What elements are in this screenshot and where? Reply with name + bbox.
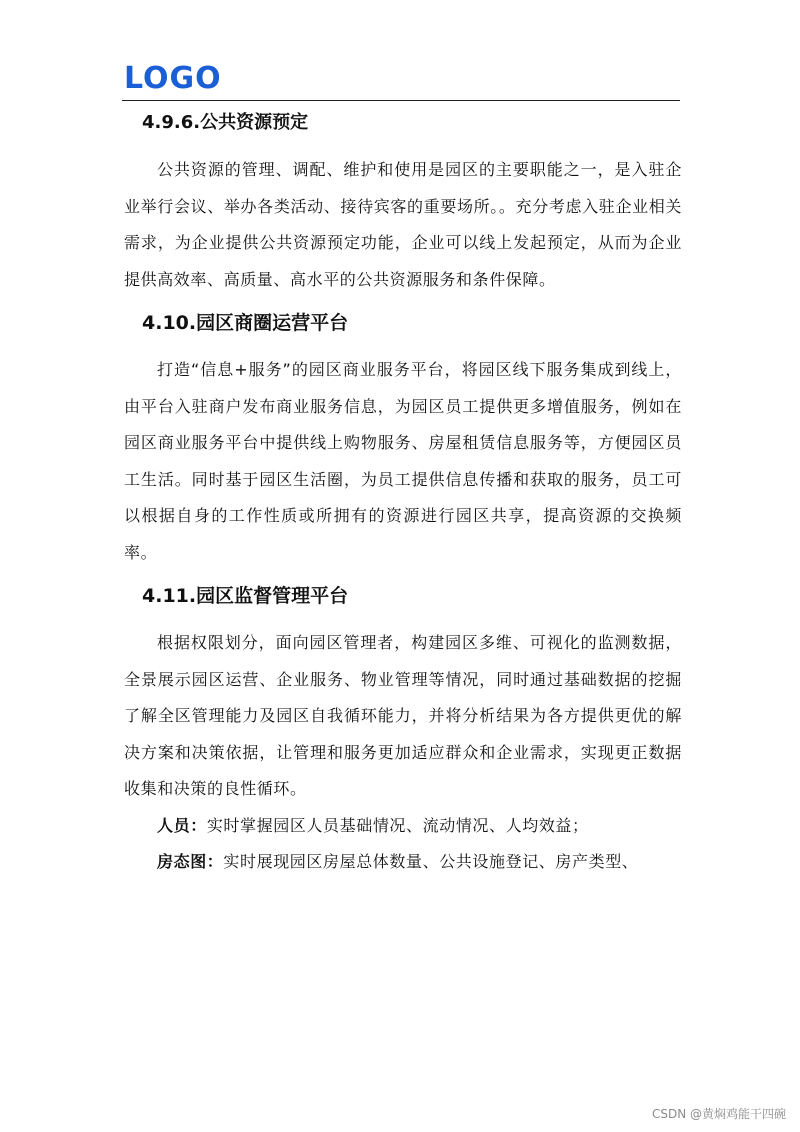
item-label: 人员： (157, 815, 207, 835)
paragraph-business-platform: 打造“信息+服务”的园区商业服务平台，将园区线下服务集成到线上，由平台入驻商户发布商业服务信息，为园区员工提供更多增值服务，例如在园区商业服务平台中提供线上购物服务、房屋租赁信息服务等，方便园区员工生活。同时基于园区生活圈，为员工提供信息传播和获取的服务，员工可以根据自身的工作性质或所拥有的资源进行园区共享，提高资源的交换频率。 (124, 360, 682, 562)
watermark: CSDN @黄焖鸡能干四碗 (651, 1107, 786, 1121)
logo: LOGO (124, 61, 222, 96)
list-item-room-status (124, 844, 682, 881)
item-text: 实时展现园区房屋总体数量、公共设施登记、房产类型、 (223, 852, 639, 871)
section-heading-supervision-platform: 4.11.园区监督管理平台 (142, 585, 349, 607)
document-body (124, 108, 682, 881)
item-text: 实时掌握园区人员基础情况、流动情况、人均效益； (206, 815, 589, 835)
paragraph-public-resource: 公共资源的管理、调配、维护和使用是园区的主要职能之一，是入驻企业举行会议、举办各类活动、接待宾客的重要场所。。充分考虑入驻企业相关需求，为企业提供公共资源预定功能，企业可以线上发起预定，从而为企业提供高效率、高质量、高水平的公共资源服务和条件保障。 (124, 160, 682, 289)
paragraph-supervision-platform: 根据权限划分，面向园区管理者，构建园区多维、可视化的监测数据，全景展示园区运营、企业服务、物业管理等情况，同时通过基础数据的挖掘了解全区管理能力及园区自我循环能力，并将分析结果为各方提供更优的解决方案和决策依据，让管理和服务更加适应群众和企业需求，实现更正数据收集和决策的良性循环。 (124, 633, 682, 798)
item-label: 房态图： (157, 852, 224, 871)
section-heading-business-platform: 4.10.园区商圈运营平台 (142, 312, 349, 334)
header-divider (122, 100, 680, 101)
list-item-personnel (124, 808, 682, 845)
section-heading-public-resource: 4.9.6.公共资源预定 (142, 112, 309, 133)
